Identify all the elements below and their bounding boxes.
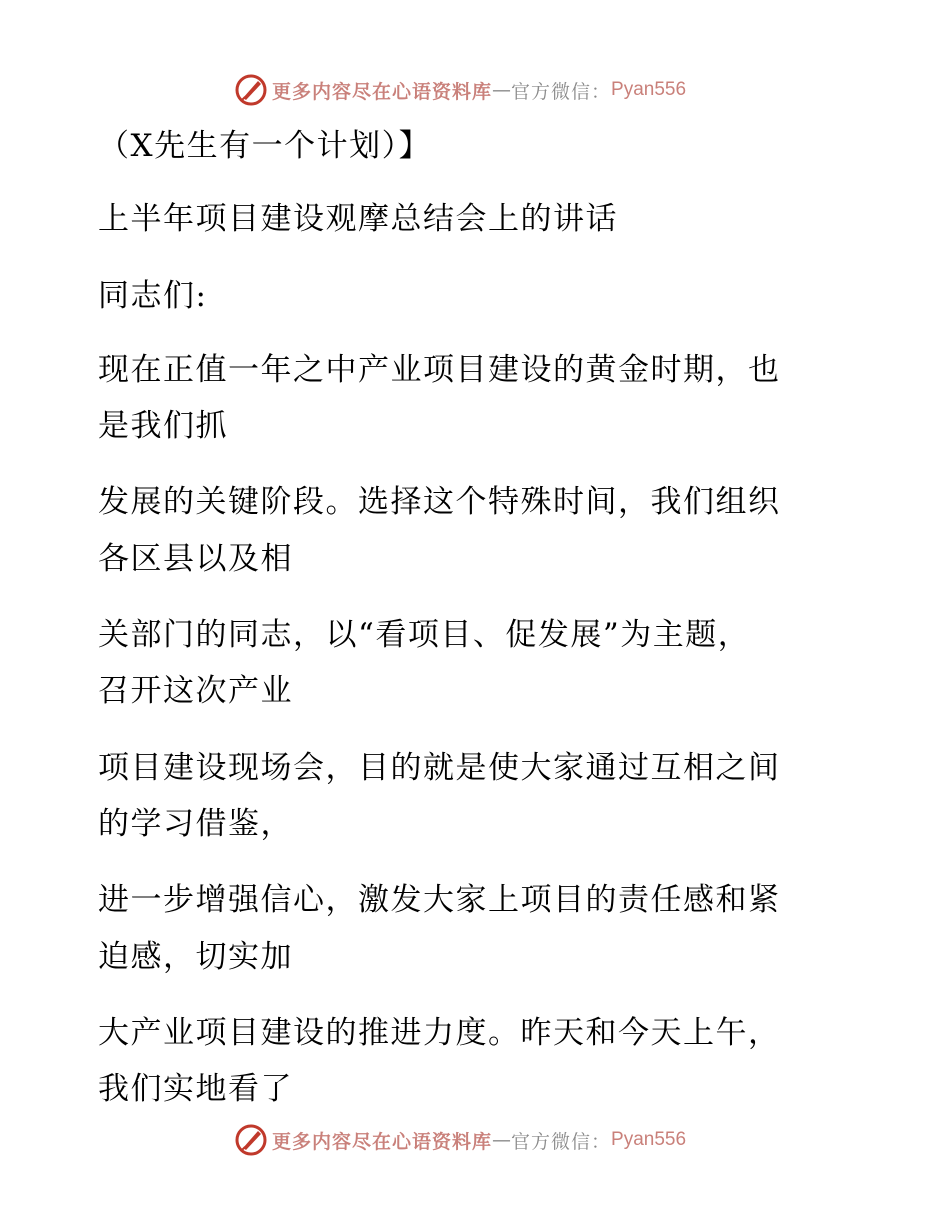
body-line: 各区县以及相 <box>98 541 293 577</box>
body-line: 项目建设现场会，目的就是使大家通过互相之间 <box>98 750 781 786</box>
watermark-wechat-label: 官方微信： <box>511 80 612 103</box>
watermark-dash: — <box>492 79 512 101</box>
body-line: 我们实地看了 <box>98 1071 293 1107</box>
watermark-account: Pyan556 <box>611 1129 687 1150</box>
watermark-brand: 更多内容尽在心语资料库 <box>272 80 493 103</box>
footer-watermark <box>234 1122 686 1158</box>
header-watermark <box>234 72 686 108</box>
watermark-dash: — <box>492 1129 512 1151</box>
document-title: 上半年项目建设观摩总结会上的讲话 <box>98 201 618 237</box>
salutation: 同志们: <box>98 278 208 314</box>
heading-fragment: （X先生有一个计划）】 <box>98 128 432 164</box>
body-line: 的学习借鉴， <box>98 806 293 842</box>
body-line: 进一步增强信心，激发大家上项目的责任感和紧 <box>98 882 781 918</box>
quill-pen-logo-icon <box>234 73 268 107</box>
body-line: 现在正值一年之中产业项目建设的黄金时期，也 <box>98 352 781 388</box>
watermark-account: Pyan556 <box>611 79 687 100</box>
body-line: 迫感，切实加 <box>98 939 293 975</box>
quill-pen-logo-icon <box>234 1123 268 1157</box>
body-line: 发展的关键阶段。选择这个特殊时间，我们组织 <box>98 484 781 520</box>
body-line: 是我们抓 <box>98 408 228 444</box>
body-line: 大产业项目建设的推进力度。昨天和今天上午， <box>98 1015 781 1051</box>
watermark-brand: 更多内容尽在心语资料库 <box>272 1130 493 1153</box>
body-line: 关部门的同志，以“看项目、促发展”为主题， <box>98 617 751 653</box>
body-line: 召开这次产业 <box>98 673 293 709</box>
watermark-wechat-label: 官方微信： <box>511 1130 612 1153</box>
